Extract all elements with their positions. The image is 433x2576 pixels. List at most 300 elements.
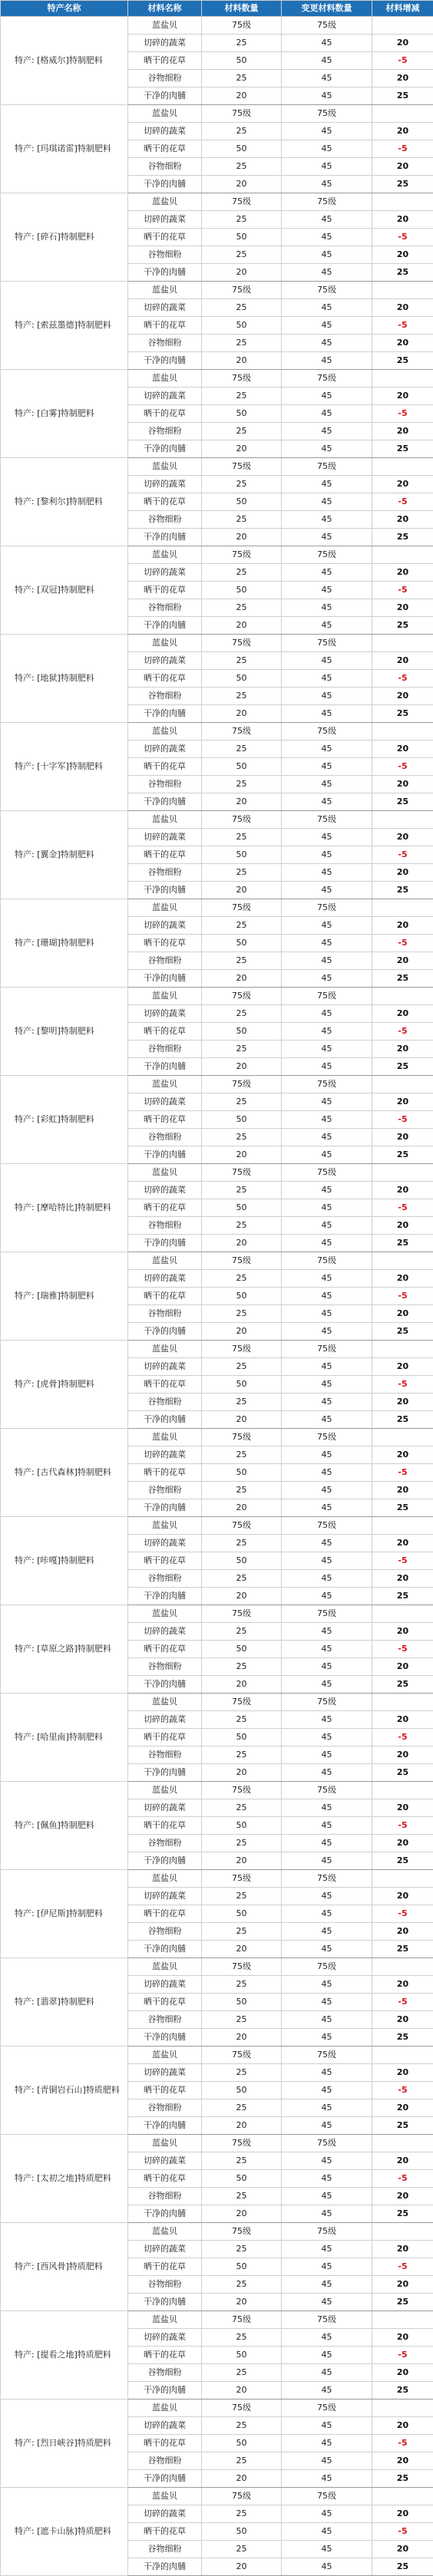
material-quantity-cell: 20 (202, 1852, 282, 1870)
material-change-cell (372, 1341, 433, 1358)
new-material-quantity-cell: 45 (282, 493, 372, 511)
material-change-cell: 25 (372, 1499, 433, 1517)
new-material-quantity-cell: 45 (282, 2364, 372, 2382)
material-name-cell: 蓝盐贝 (128, 2047, 202, 2064)
material-name-cell: 晒干的花草 (128, 1552, 202, 1570)
material-quantity-cell: 50 (202, 846, 282, 864)
material-quantity-cell: 75级 (202, 1782, 282, 1799)
material-change-cell: 20 (372, 1129, 433, 1146)
table-row (1, 1429, 433, 1446)
material-name-cell: 蓝盐贝 (128, 723, 202, 740)
material-change-cell (372, 2400, 433, 2417)
material-quantity-cell: 75级 (202, 1694, 282, 1711)
material-quantity-cell: 75级 (202, 2135, 282, 2152)
material-change-cell: 20 (372, 1746, 433, 1764)
material-name-cell: 谷物细粉 (128, 246, 202, 264)
new-material-quantity-cell: 45 (282, 1746, 372, 1764)
new-material-quantity-cell: 45 (282, 2505, 372, 2523)
material-name-cell: 晒干的花草 (128, 1199, 202, 1217)
material-quantity-cell: 25 (202, 1129, 282, 1146)
material-quantity-cell: 50 (202, 1376, 282, 1394)
material-name-cell: 谷物细粉 (128, 688, 202, 705)
material-change-cell: 20 (372, 1658, 433, 1676)
new-material-quantity-cell: 45 (282, 1482, 372, 1499)
material-change-cell (372, 811, 433, 829)
material-change-cell: 20 (372, 564, 433, 582)
material-name-cell: 切碎的蔬菜 (128, 2329, 202, 2347)
specialty-name-cell: 特产: [西风骨]特质肥料 (1, 2223, 128, 2311)
material-quantity-cell: 25 (202, 740, 282, 758)
material-quantity-cell: 25 (202, 2099, 282, 2117)
new-material-quantity-cell: 75级 (282, 2311, 372, 2329)
material-change-cell: 20 (372, 917, 433, 935)
specialty-name-cell: 特产: [黎利尔]特制肥料 (1, 458, 128, 546)
material-name-cell: 蓝盐贝 (128, 193, 202, 211)
material-change-cell: 20 (372, 2064, 433, 2082)
material-change-cell (372, 1429, 433, 1446)
material-quantity-cell: 50 (202, 317, 282, 335)
material-quantity-cell: 50 (202, 1023, 282, 1041)
material-quantity-cell: 25 (202, 2364, 282, 2382)
material-quantity-cell: 75级 (202, 1605, 282, 1623)
new-material-quantity-cell: 45 (282, 2329, 372, 2347)
material-change-cell: 20 (372, 211, 433, 229)
new-material-quantity-cell: 75级 (282, 105, 372, 123)
table-row (1, 193, 433, 211)
new-material-quantity-cell: 45 (282, 317, 372, 335)
material-quantity-cell: 75级 (202, 2311, 282, 2329)
table-header-row (1, 1, 433, 17)
material-change-cell (372, 193, 433, 211)
material-change-cell: 20 (372, 2329, 433, 2347)
material-quantity-cell: 50 (202, 1641, 282, 1658)
new-material-quantity-cell: 75级 (282, 1164, 372, 1182)
new-material-quantity-cell: 45 (282, 405, 372, 423)
new-material-quantity-cell: 75级 (282, 193, 372, 211)
table-row (1, 635, 433, 652)
material-change-cell: -5 (372, 1023, 433, 1041)
material-change-cell: 25 (372, 2029, 433, 2047)
new-material-quantity-cell: 45 (282, 1729, 372, 1746)
material-quantity-cell: 25 (202, 2152, 282, 2170)
material-quantity-cell: 75级 (202, 1341, 282, 1358)
new-material-quantity-cell: 45 (282, 2188, 372, 2205)
material-name-cell: 切碎的蔬菜 (128, 35, 202, 52)
material-quantity-cell: 50 (202, 2170, 282, 2188)
new-material-quantity-cell: 45 (282, 140, 372, 158)
material-quantity-cell: 75级 (202, 1252, 282, 1270)
material-name-cell: 谷物细粉 (128, 864, 202, 882)
material-quantity-cell: 50 (202, 670, 282, 688)
new-material-quantity-cell: 75级 (282, 2047, 372, 2064)
table-row (1, 899, 433, 917)
material-name-cell: 晒干的花草 (128, 1817, 202, 1835)
new-material-quantity-cell: 75级 (282, 1958, 372, 1976)
new-material-quantity-cell: 45 (282, 2011, 372, 2029)
table-row (1, 1517, 433, 1535)
material-quantity-cell: 50 (202, 935, 282, 952)
material-quantity-cell: 20 (202, 2117, 282, 2135)
material-change-cell: 20 (372, 1270, 433, 1288)
new-material-quantity-cell: 45 (282, 1658, 372, 1676)
material-quantity-cell: 25 (202, 388, 282, 405)
material-name-cell: 晒干的花草 (128, 582, 202, 599)
material-name-cell: 晒干的花草 (128, 493, 202, 511)
new-material-quantity-cell: 45 (282, 670, 372, 688)
material-name-cell: 谷物细粉 (128, 2452, 202, 2470)
new-material-quantity-cell: 45 (282, 2276, 372, 2294)
material-quantity-cell: 25 (202, 1570, 282, 1588)
specialty-name-cell: 特产: [珊瑚]特制肥料 (1, 899, 128, 988)
new-material-quantity-cell: 45 (282, 2435, 372, 2452)
material-quantity-cell: 25 (202, 1799, 282, 1817)
material-change-cell: 20 (372, 776, 433, 793)
new-material-quantity-cell: 45 (282, 1905, 372, 1923)
new-material-quantity-cell: 45 (282, 882, 372, 899)
table-row (1, 1958, 433, 1976)
material-name-cell: 晒干的花草 (128, 1641, 202, 1658)
material-name-cell: 蓝盐贝 (128, 1605, 202, 1623)
header-material-quantity: 材料数量 (202, 1, 282, 17)
material-change-cell: -5 (372, 846, 433, 864)
material-quantity-cell: 25 (202, 35, 282, 52)
material-change-cell: 20 (372, 1535, 433, 1552)
new-material-quantity-cell: 45 (282, 2082, 372, 2099)
material-quantity-cell: 75级 (202, 1517, 282, 1535)
new-material-quantity-cell: 45 (282, 970, 372, 988)
new-material-quantity-cell: 45 (282, 952, 372, 970)
material-name-cell: 干净的肉脯 (128, 617, 202, 635)
material-quantity-cell: 25 (202, 2505, 282, 2523)
material-change-cell: 20 (372, 2011, 433, 2029)
material-quantity-cell: 20 (202, 1499, 282, 1517)
material-quantity-cell: 25 (202, 1888, 282, 1905)
material-name-cell: 蓝盐贝 (128, 1076, 202, 1093)
material-quantity-cell: 25 (202, 1658, 282, 1676)
material-change-cell: 25 (372, 87, 433, 105)
material-quantity-cell: 25 (202, 599, 282, 617)
material-name-cell: 干净的肉脯 (128, 793, 202, 811)
new-material-quantity-cell: 45 (282, 1041, 372, 1058)
material-quantity-cell: 25 (202, 2329, 282, 2347)
material-change-cell: 25 (372, 2205, 433, 2223)
material-change-cell: 20 (372, 1623, 433, 1641)
new-material-quantity-cell: 45 (282, 388, 372, 405)
material-change-cell: 25 (372, 1411, 433, 1429)
new-material-quantity-cell: 45 (282, 935, 372, 952)
new-material-quantity-cell: 45 (282, 1358, 372, 1376)
material-quantity-cell: 20 (202, 705, 282, 723)
table-row (1, 1870, 433, 1888)
material-name-cell: 蓝盐贝 (128, 546, 202, 564)
material-quantity-cell: 25 (202, 158, 282, 176)
material-change-cell: -5 (372, 1111, 433, 1129)
material-change-cell: -5 (372, 2170, 433, 2188)
material-change-cell: -5 (372, 52, 433, 70)
new-material-quantity-cell: 75级 (282, 635, 372, 652)
material-quantity-cell: 20 (202, 2029, 282, 2047)
specialty-name-cell: 特产: [草原之路]特制肥料 (1, 1605, 128, 1694)
material-name-cell: 干净的肉脯 (128, 352, 202, 370)
material-quantity-cell: 25 (202, 1976, 282, 1994)
material-quantity-cell: 20 (202, 264, 282, 282)
material-name-cell: 干净的肉脯 (128, 1676, 202, 1694)
material-name-cell: 谷物细粉 (128, 335, 202, 352)
material-name-cell: 晒干的花草 (128, 52, 202, 70)
new-material-quantity-cell: 45 (282, 2558, 372, 2576)
material-quantity-cell: 50 (202, 1111, 282, 1129)
material-quantity-cell: 75级 (202, 1076, 282, 1093)
material-change-cell: 25 (372, 2117, 433, 2135)
specialty-name-cell: 特产: [提看之地]特质肥料 (1, 2311, 128, 2400)
material-quantity-cell: 25 (202, 1217, 282, 1235)
new-material-quantity-cell: 45 (282, 1835, 372, 1852)
material-quantity-cell: 25 (202, 1093, 282, 1111)
specialty-name-cell: 特产: [碎石]特制肥料 (1, 193, 128, 282)
table-row (1, 1605, 433, 1623)
material-name-cell: 切碎的蔬菜 (128, 829, 202, 846)
new-material-quantity-cell: 75级 (282, 546, 372, 564)
material-quantity-cell: 25 (202, 1482, 282, 1499)
material-name-cell: 谷物细粉 (128, 2011, 202, 2029)
material-quantity-cell: 20 (202, 1941, 282, 1958)
new-material-quantity-cell: 45 (282, 1023, 372, 1041)
material-name-cell: 干净的肉脯 (128, 2294, 202, 2311)
material-change-cell (372, 1517, 433, 1535)
material-quantity-cell: 75级 (202, 1429, 282, 1446)
material-change-cell: 20 (372, 1217, 433, 1235)
new-material-quantity-cell: 45 (282, 1852, 372, 1870)
material-name-cell: 谷物细粉 (128, 1923, 202, 1941)
new-material-quantity-cell: 45 (282, 1941, 372, 1958)
material-name-cell: 切碎的蔬菜 (128, 1888, 202, 1905)
new-material-quantity-cell: 45 (282, 1888, 372, 1905)
specialty-name-cell: 特产: [玛琪诺雷]特制肥料 (1, 105, 128, 193)
specialty-name-cell: 特产: [索兹墨德]特制肥料 (1, 282, 128, 370)
material-quantity-cell: 25 (202, 123, 282, 140)
material-change-cell: -5 (372, 758, 433, 776)
material-name-cell: 晒干的花草 (128, 935, 202, 952)
material-name-cell: 晒干的花草 (128, 670, 202, 688)
material-name-cell: 干净的肉脯 (128, 882, 202, 899)
material-change-cell: 20 (372, 476, 433, 493)
material-name-cell: 谷物细粉 (128, 1217, 202, 1235)
new-material-quantity-cell: 45 (282, 793, 372, 811)
new-material-quantity-cell: 75级 (282, 1252, 372, 1270)
material-name-cell: 谷物细粉 (128, 1658, 202, 1676)
material-change-cell (372, 2047, 433, 2064)
material-quantity-cell: 20 (202, 529, 282, 546)
table-row (1, 2223, 433, 2241)
table-row (1, 723, 433, 740)
material-name-cell: 干净的肉脯 (128, 1852, 202, 1870)
new-material-quantity-cell: 75级 (282, 1076, 372, 1093)
material-change-cell (372, 2488, 433, 2505)
new-material-quantity-cell: 75级 (282, 1782, 372, 1799)
new-material-quantity-cell: 45 (282, 2417, 372, 2435)
specialty-name-cell: 特产: [伊尼斯]特制肥料 (1, 1870, 128, 1958)
material-quantity-cell: 25 (202, 829, 282, 846)
material-change-cell: 25 (372, 264, 433, 282)
material-name-cell: 干净的肉脯 (128, 1058, 202, 1076)
table-row (1, 2047, 433, 2064)
new-material-quantity-cell: 45 (282, 1711, 372, 1729)
material-change-cell: 20 (372, 864, 433, 882)
material-change-cell (372, 105, 433, 123)
material-quantity-cell: 25 (202, 476, 282, 493)
material-quantity-cell: 20 (202, 1323, 282, 1341)
material-change-cell: 25 (372, 705, 433, 723)
material-name-cell: 蓝盐贝 (128, 1782, 202, 1799)
new-material-quantity-cell: 45 (282, 2099, 372, 2117)
material-name-cell: 干净的肉脯 (128, 970, 202, 988)
material-name-cell: 蓝盐贝 (128, 370, 202, 388)
material-name-cell: 干净的肉脯 (128, 1323, 202, 1341)
new-material-quantity-cell: 45 (282, 1570, 372, 1588)
header-material-name: 材料名称 (128, 1, 202, 17)
new-material-quantity-cell: 45 (282, 1394, 372, 1411)
material-change-cell: 20 (372, 1835, 433, 1852)
new-material-quantity-cell: 45 (282, 2258, 372, 2276)
new-material-quantity-cell: 75级 (282, 17, 372, 35)
material-name-cell: 切碎的蔬菜 (128, 1976, 202, 1994)
material-quantity-cell: 75级 (202, 811, 282, 829)
specialty-name-cell: 特产: [佩鱼]特制肥料 (1, 1782, 128, 1870)
material-name-cell: 晒干的花草 (128, 140, 202, 158)
material-name-cell: 晒干的花草 (128, 2170, 202, 2188)
material-change-cell: 20 (372, 299, 433, 317)
specialty-name-cell: 特产: [翼金]特制肥料 (1, 811, 128, 899)
material-quantity-cell: 25 (202, 70, 282, 87)
material-quantity-cell: 25 (202, 1182, 282, 1199)
material-change-cell (372, 1870, 433, 1888)
material-change-cell (372, 1782, 433, 1799)
material-change-cell: 25 (372, 1323, 433, 1341)
new-material-quantity-cell: 75级 (282, 2400, 372, 2417)
material-quantity-cell: 25 (202, 1305, 282, 1323)
specialty-name-cell: 特产: [黎明]特制肥料 (1, 988, 128, 1076)
material-quantity-cell: 50 (202, 52, 282, 70)
material-change-cell: 20 (372, 1923, 433, 1941)
specialty-name-cell: 特产: [彩虹]特制肥料 (1, 1076, 128, 1164)
table-row (1, 17, 433, 35)
header-new-material-quantity: 变更材料数量 (282, 1, 372, 17)
material-change-cell: -5 (372, 582, 433, 599)
material-change-cell: 25 (372, 176, 433, 193)
material-quantity-cell: 50 (202, 1905, 282, 1923)
material-change-cell: 20 (372, 123, 433, 140)
material-name-cell: 晒干的花草 (128, 1288, 202, 1305)
material-change-cell: -5 (372, 1817, 433, 1835)
material-name-cell: 干净的肉脯 (128, 1588, 202, 1605)
material-change-cell: 20 (372, 1888, 433, 1905)
material-name-cell: 谷物细粉 (128, 1570, 202, 1588)
material-name-cell: 切碎的蔬菜 (128, 123, 202, 140)
material-name-cell: 谷物细粉 (128, 952, 202, 970)
new-material-quantity-cell: 75级 (282, 2488, 372, 2505)
new-material-quantity-cell: 75级 (282, 899, 372, 917)
material-name-cell: 切碎的蔬菜 (128, 652, 202, 670)
material-name-cell: 干净的肉脯 (128, 2205, 202, 2223)
material-change-cell (372, 1694, 433, 1711)
new-material-quantity-cell: 75级 (282, 370, 372, 388)
material-change-cell: 25 (372, 617, 433, 635)
table-row (1, 988, 433, 1005)
material-change-cell: 20 (372, 246, 433, 264)
material-name-cell: 切碎的蔬菜 (128, 1535, 202, 1552)
new-material-quantity-cell: 75级 (282, 1870, 372, 1888)
material-change-cell (372, 723, 433, 740)
new-material-quantity-cell: 45 (282, 123, 372, 140)
material-change-cell: -5 (372, 1376, 433, 1394)
material-name-cell: 晒干的花草 (128, 846, 202, 864)
material-change-cell: 20 (372, 1305, 433, 1323)
material-name-cell: 蓝盐贝 (128, 1429, 202, 1446)
material-change-cell: 20 (372, 511, 433, 529)
table-body (1, 17, 433, 2576)
material-name-cell: 晒干的花草 (128, 405, 202, 423)
material-change-cell: -5 (372, 1199, 433, 1217)
material-quantity-cell: 75级 (202, 282, 282, 299)
material-change-cell: 20 (372, 740, 433, 758)
material-quantity-cell: 75级 (202, 899, 282, 917)
new-material-quantity-cell: 45 (282, 1305, 372, 1323)
material-quantity-cell: 25 (202, 1535, 282, 1552)
material-name-cell: 晒干的花草 (128, 1023, 202, 1041)
material-quantity-cell: 50 (202, 1817, 282, 1835)
material-quantity-cell: 50 (202, 140, 282, 158)
specialty-name-cell: 特产: [古代森林]特制肥料 (1, 1429, 128, 1517)
new-material-quantity-cell: 45 (282, 476, 372, 493)
material-change-cell: -5 (372, 1905, 433, 1923)
new-material-quantity-cell: 45 (282, 617, 372, 635)
material-change-cell: 20 (372, 1358, 433, 1376)
material-change-cell: -5 (372, 2258, 433, 2276)
material-change-cell: -5 (372, 1552, 433, 1570)
material-change-cell: 25 (372, 2470, 433, 2488)
material-quantity-cell: 25 (202, 2276, 282, 2294)
material-quantity-cell: 25 (202, 2452, 282, 2470)
new-material-quantity-cell: 45 (282, 1799, 372, 1817)
material-quantity-cell: 20 (202, 882, 282, 899)
material-change-cell: -5 (372, 2347, 433, 2364)
material-name-cell: 谷物细粉 (128, 1394, 202, 1411)
specialty-name-cell: 特产: [虎骨]特制肥料 (1, 1341, 128, 1429)
material-quantity-cell: 50 (202, 582, 282, 599)
material-quantity-cell: 75级 (202, 458, 282, 476)
new-material-quantity-cell: 45 (282, 335, 372, 352)
new-material-quantity-cell: 45 (282, 1199, 372, 1217)
material-name-cell: 切碎的蔬菜 (128, 1446, 202, 1464)
material-change-cell (372, 1252, 433, 1270)
material-change-cell: 20 (372, 599, 433, 617)
material-name-cell: 干净的肉脯 (128, 1235, 202, 1252)
table-row (1, 2311, 433, 2329)
material-quantity-cell: 25 (202, 1005, 282, 1023)
material-name-cell: 晒干的花草 (128, 2523, 202, 2541)
new-material-quantity-cell: 45 (282, 211, 372, 229)
table-row (1, 1341, 433, 1358)
material-quantity-cell: 25 (202, 1746, 282, 1764)
material-quantity-cell: 25 (202, 688, 282, 705)
material-name-cell: 切碎的蔬菜 (128, 1093, 202, 1111)
material-name-cell: 切碎的蔬菜 (128, 1182, 202, 1199)
material-name-cell: 谷物细粉 (128, 2364, 202, 2382)
material-name-cell: 蓝盐贝 (128, 1164, 202, 1182)
new-material-quantity-cell: 45 (282, 1764, 372, 1782)
table-row (1, 2400, 433, 2417)
specialty-name-cell: 特产: [十字军]特制肥料 (1, 723, 128, 811)
